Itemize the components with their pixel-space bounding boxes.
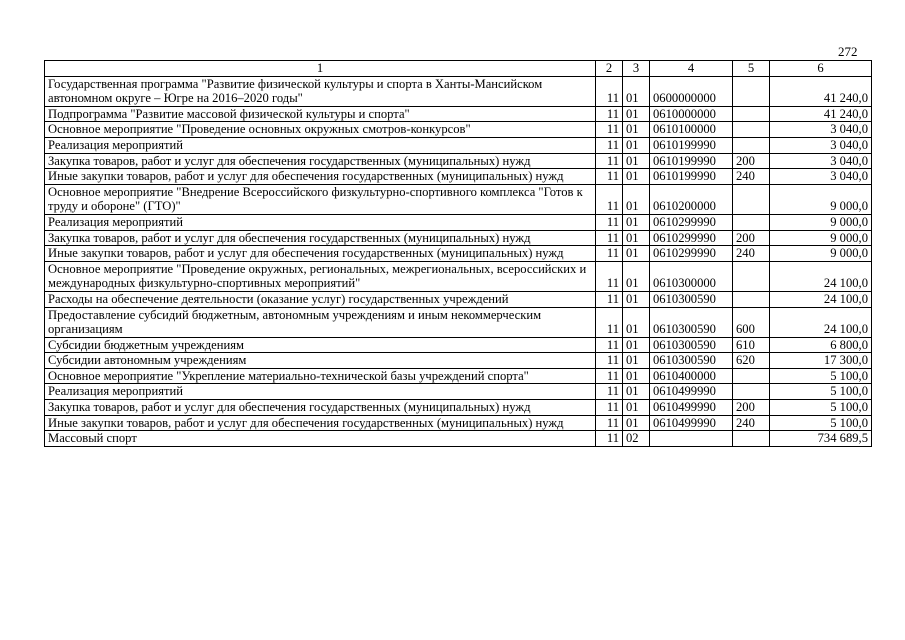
row-amount-cell: 9 000,0 <box>770 230 872 246</box>
row-section-cell: 11 <box>596 106 623 122</box>
row-expense-type-cell <box>733 122 770 138</box>
row-expense-type-cell <box>733 368 770 384</box>
row-expense-type-cell: 620 <box>733 353 770 369</box>
table-row <box>45 261 872 291</box>
row-name-cell: Основное мероприятие "Проведение основных окружных смотров-конкурсов" <box>45 122 596 138</box>
row-amount-cell: 5 100,0 <box>770 368 872 384</box>
table-row <box>45 400 872 416</box>
row-section-cell: 11 <box>596 307 623 337</box>
table-row <box>45 384 872 400</box>
row-target-code-cell <box>650 431 733 447</box>
row-subsection-cell: 01 <box>623 291 650 307</box>
row-amount-cell: 24 100,0 <box>770 291 872 307</box>
row-section-cell: 11 <box>596 230 623 246</box>
header-cell: 6 <box>770 61 872 77</box>
row-section-cell: 11 <box>596 246 623 262</box>
row-section-cell: 11 <box>596 353 623 369</box>
row-section-cell: 11 <box>596 153 623 169</box>
row-section-cell: 11 <box>596 214 623 230</box>
row-section-cell: 11 <box>596 431 623 447</box>
row-name-cell: Подпрограмма "Развитие массовой физической культуры и спорта" <box>45 106 596 122</box>
page-number: 272 <box>838 44 858 59</box>
row-subsection-cell: 01 <box>623 384 650 400</box>
row-target-code-cell: 0610199990 <box>650 153 733 169</box>
row-target-code-cell: 0610499990 <box>650 415 733 431</box>
row-subsection-cell: 01 <box>623 169 650 185</box>
row-target-code-cell: 0610300590 <box>650 291 733 307</box>
row-expense-type-cell <box>733 384 770 400</box>
row-expense-type-cell <box>733 214 770 230</box>
row-amount-cell: 3 040,0 <box>770 137 872 153</box>
row-section-cell: 11 <box>596 291 623 307</box>
row-amount-cell: 6 800,0 <box>770 337 872 353</box>
row-section-cell: 11 <box>596 368 623 384</box>
row-expense-type-cell <box>733 184 770 214</box>
row-section-cell: 11 <box>596 137 623 153</box>
row-subsection-cell: 01 <box>623 261 650 291</box>
table-row <box>45 431 872 447</box>
row-subsection-cell: 01 <box>623 415 650 431</box>
table-row <box>45 153 872 169</box>
row-amount-cell: 5 100,0 <box>770 400 872 416</box>
row-amount-cell: 5 100,0 <box>770 384 872 400</box>
table-row <box>45 337 872 353</box>
row-subsection-cell: 01 <box>623 246 650 262</box>
row-target-code-cell: 0610499990 <box>650 400 733 416</box>
row-subsection-cell: 01 <box>623 122 650 138</box>
row-amount-cell: 3 040,0 <box>770 153 872 169</box>
row-name-cell: Иные закупки товаров, работ и услуг для обеспечения государственных (муниципальных) нужд <box>45 415 596 431</box>
row-expense-type-cell: 600 <box>733 307 770 337</box>
table-row <box>45 137 872 153</box>
row-expense-type-cell: 200 <box>733 230 770 246</box>
table-row <box>45 184 872 214</box>
row-subsection-cell: 01 <box>623 153 650 169</box>
row-name-cell: Субсидии автономным учреждениям <box>45 353 596 369</box>
row-subsection-cell: 01 <box>623 400 650 416</box>
row-target-code-cell: 0610400000 <box>650 368 733 384</box>
row-expense-type-cell: 240 <box>733 169 770 185</box>
row-subsection-cell: 01 <box>623 230 650 246</box>
row-expense-type-cell <box>733 291 770 307</box>
row-name-cell: Закупка товаров, работ и услуг для обеспечения государственных (муниципальных) нужд <box>45 230 596 246</box>
row-expense-type-cell: 240 <box>733 246 770 262</box>
row-subsection-cell: 01 <box>623 76 650 106</box>
row-target-code-cell: 0610199990 <box>650 137 733 153</box>
row-section-cell: 11 <box>596 76 623 106</box>
row-target-code-cell: 0610300000 <box>650 261 733 291</box>
table-row <box>45 76 872 106</box>
row-target-code-cell: 0600000000 <box>650 76 733 106</box>
row-section-cell: 11 <box>596 184 623 214</box>
table-row <box>45 214 872 230</box>
row-amount-cell: 9 000,0 <box>770 214 872 230</box>
row-section-cell: 11 <box>596 337 623 353</box>
table-row <box>45 122 872 138</box>
row-amount-cell: 3 040,0 <box>770 169 872 185</box>
row-target-code-cell: 0610199990 <box>650 169 733 185</box>
table-row <box>45 246 872 262</box>
row-amount-cell: 41 240,0 <box>770 106 872 122</box>
row-target-code-cell: 0610100000 <box>650 122 733 138</box>
row-subsection-cell: 01 <box>623 106 650 122</box>
row-section-cell: 11 <box>596 261 623 291</box>
row-expense-type-cell: 200 <box>733 400 770 416</box>
table-header-row <box>45 61 872 77</box>
row-name-cell: Реализация мероприятий <box>45 137 596 153</box>
header-cell: 4 <box>650 61 733 77</box>
row-expense-type-cell <box>733 137 770 153</box>
header-cell: 1 <box>45 61 596 77</box>
row-name-cell: Предоставление субсидий бюджетным, автономным учреждениям и иным некоммерческим организациям <box>45 307 596 337</box>
row-section-cell: 11 <box>596 169 623 185</box>
row-name-cell: Расходы на обеспечение деятельности (оказание услуг) государственных учреждений <box>45 291 596 307</box>
row-target-code-cell: 0610000000 <box>650 106 733 122</box>
row-target-code-cell: 0610299990 <box>650 246 733 262</box>
row-target-code-cell: 0610499990 <box>650 384 733 400</box>
table-row <box>45 169 872 185</box>
row-section-cell: 11 <box>596 415 623 431</box>
row-target-code-cell: 0610200000 <box>650 184 733 214</box>
header-cell: 5 <box>733 61 770 77</box>
row-name-cell: Массовый спорт <box>45 431 596 447</box>
table-row <box>45 291 872 307</box>
row-expense-type-cell: 200 <box>733 153 770 169</box>
row-name-cell: Основное мероприятие "Проведение окружных, региональных, межрегиональных, всероссийских и международных физкультурно-спортивных мероприятий" <box>45 261 596 291</box>
row-amount-cell: 41 240,0 <box>770 76 872 106</box>
row-target-code-cell: 0610300590 <box>650 307 733 337</box>
row-subsection-cell: 01 <box>623 368 650 384</box>
row-section-cell: 11 <box>596 384 623 400</box>
row-name-cell: Иные закупки товаров, работ и услуг для обеспечения государственных (муниципальных) нужд <box>45 169 596 185</box>
table-row <box>45 307 872 337</box>
row-expense-type-cell: 610 <box>733 337 770 353</box>
header-cell: 3 <box>623 61 650 77</box>
row-name-cell: Государственная программа "Развитие физической культуры и спорта в Ханты-Мансийском автономном округе – Югре на 2016–2020 годы" <box>45 76 596 106</box>
row-name-cell: Иные закупки товаров, работ и услуг для обеспечения государственных (муниципальных) нужд <box>45 246 596 262</box>
row-subsection-cell: 01 <box>623 337 650 353</box>
row-subsection-cell: 02 <box>623 431 650 447</box>
row-expense-type-cell <box>733 261 770 291</box>
row-amount-cell: 9 000,0 <box>770 246 872 262</box>
row-amount-cell: 734 689,5 <box>770 431 872 447</box>
row-name-cell: Основное мероприятие "Внедрение Всероссийского физкультурно-спортивного комплекса "Готов к труду и обороне" (ГТО)" <box>45 184 596 214</box>
table-row <box>45 415 872 431</box>
table-row <box>45 368 872 384</box>
row-subsection-cell: 01 <box>623 307 650 337</box>
row-section-cell: 11 <box>596 122 623 138</box>
row-target-code-cell: 0610300590 <box>650 353 733 369</box>
row-amount-cell: 3 040,0 <box>770 122 872 138</box>
row-amount-cell: 9 000,0 <box>770 184 872 214</box>
row-subsection-cell: 01 <box>623 353 650 369</box>
row-name-cell: Реализация мероприятий <box>45 384 596 400</box>
row-name-cell: Реализация мероприятий <box>45 214 596 230</box>
row-target-code-cell: 0610300590 <box>650 337 733 353</box>
table-row <box>45 106 872 122</box>
row-section-cell: 11 <box>596 400 623 416</box>
table-row <box>45 353 872 369</box>
row-name-cell: Субсидии бюджетным учреждениям <box>45 337 596 353</box>
row-expense-type-cell <box>733 431 770 447</box>
row-amount-cell: 24 100,0 <box>770 261 872 291</box>
row-amount-cell: 24 100,0 <box>770 307 872 337</box>
row-expense-type-cell: 240 <box>733 415 770 431</box>
row-subsection-cell: 01 <box>623 184 650 214</box>
row-subsection-cell: 01 <box>623 137 650 153</box>
row-name-cell: Основное мероприятие "Укрепление материально-технической базы учреждений спорта" <box>45 368 596 384</box>
row-amount-cell: 17 300,0 <box>770 353 872 369</box>
row-expense-type-cell <box>733 106 770 122</box>
table-row <box>45 230 872 246</box>
row-subsection-cell: 01 <box>623 214 650 230</box>
budget-table <box>44 60 872 447</box>
row-name-cell: Закупка товаров, работ и услуг для обеспечения государственных (муниципальных) нужд <box>45 400 596 416</box>
header-cell: 2 <box>596 61 623 77</box>
row-target-code-cell: 0610299990 <box>650 214 733 230</box>
row-name-cell: Закупка товаров, работ и услуг для обеспечения государственных (муниципальных) нужд <box>45 153 596 169</box>
row-target-code-cell: 0610299990 <box>650 230 733 246</box>
row-amount-cell: 5 100,0 <box>770 415 872 431</box>
row-expense-type-cell <box>733 76 770 106</box>
